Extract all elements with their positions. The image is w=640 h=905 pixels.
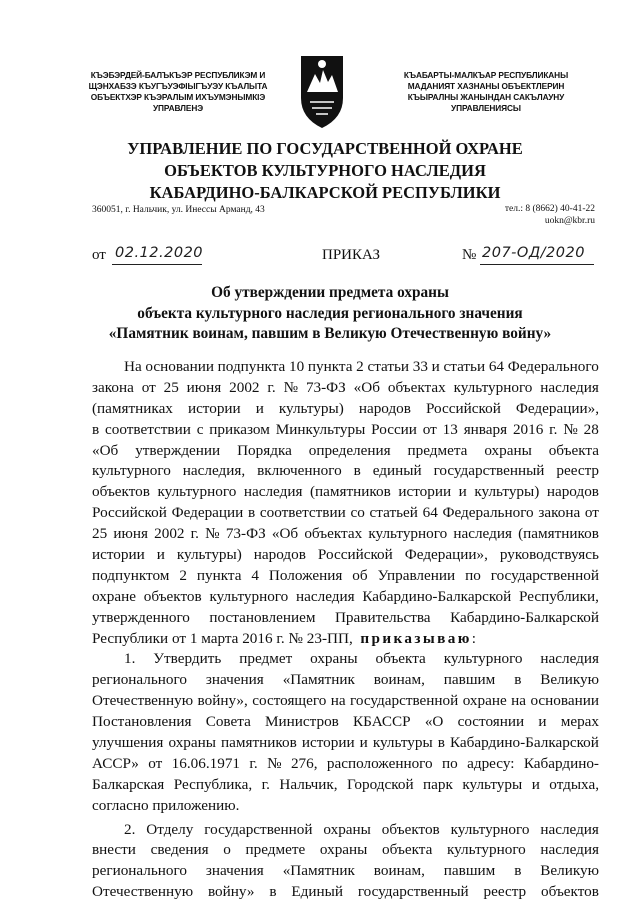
word: государственный (357, 883, 469, 901)
word: народов (546, 483, 599, 501)
word: предмет (239, 650, 293, 668)
word: объектов (92, 483, 150, 501)
word: «Об (271, 525, 299, 543)
word: 64 (488, 358, 504, 375)
word: пункта (307, 358, 353, 375)
word: наследия (243, 483, 303, 501)
word: охраны (319, 841, 368, 859)
word: объектах (304, 525, 363, 543)
word: 2016 (512, 420, 544, 438)
word: отдыха, (549, 775, 599, 793)
word: № (563, 420, 578, 438)
word: статьи (367, 358, 410, 375)
word: Кабардино-Балкарской (362, 587, 512, 605)
word: статьей (369, 504, 418, 522)
text-line (92, 882, 599, 903)
organization-title-line: УПРАВЛЕНИЕ ПО ГОСУДАРСТВЕННОЙ ОХРАНЕ (127, 139, 523, 158)
word: об (352, 566, 368, 584)
word: расположенного (326, 754, 433, 772)
header-left-line: ОБЪЕКТХЭР КЪЭРАЛЫМ ИХЪУМЭНЫМКІЭ (90, 92, 266, 102)
word: Совета (205, 713, 251, 731)
header-right-line: КЪЫРАЛНЫ ЖАНЫНДАН САКЪЛАУНУ (407, 92, 565, 102)
word: Отделу (146, 820, 194, 838)
word: парк (423, 775, 453, 793)
word: истории (398, 483, 452, 501)
word: 73-ФЗ (305, 378, 346, 396)
word: охраны (323, 820, 371, 838)
word: регионального (92, 671, 187, 689)
word: г. (249, 754, 258, 772)
word: Кабардино- (523, 754, 599, 772)
text-line (92, 629, 599, 650)
word: Положения (268, 566, 343, 584)
word: народов (253, 546, 306, 564)
word: истории (92, 546, 145, 564)
word: наследия (540, 378, 599, 396)
word: в (92, 420, 100, 438)
word: закона (538, 504, 581, 522)
word: войну» (207, 883, 255, 901)
word: по (465, 566, 481, 584)
order-date-label: от (92, 247, 106, 263)
word: культурного (368, 525, 448, 543)
word: государственной (350, 692, 459, 710)
word: наследия (540, 650, 599, 668)
word: наследия (296, 587, 355, 605)
order-subject-line: Об утверждении предмета охраны (211, 284, 449, 301)
word: наследия (453, 525, 512, 543)
word: 276, (290, 754, 318, 772)
word: павшим (443, 862, 496, 880)
word: 2. (124, 820, 136, 838)
word: от (141, 378, 156, 396)
word: наследия (540, 841, 599, 859)
word: воинам, (373, 862, 425, 880)
word: 28 (583, 420, 599, 438)
header-right-line: МАДАНИЯТ ХАЗНАНЫ ОБЪЕКТЛЕРИН (407, 81, 565, 91)
word: адресу: (467, 754, 515, 772)
word: охраны (168, 734, 216, 752)
word: На (124, 358, 142, 375)
word: Минкультуры (275, 420, 366, 438)
word: 64 (422, 504, 438, 522)
word: культуры) (474, 483, 540, 501)
word: Правительства (334, 608, 431, 626)
word: Республика, (173, 775, 253, 793)
header-left-kabardian (78, 70, 278, 114)
text-line (92, 482, 599, 503)
word: 10 (288, 358, 305, 375)
word: в (269, 883, 277, 901)
order-date-underline (112, 264, 202, 265)
word: № (283, 378, 299, 396)
word: определения (308, 441, 391, 459)
text-line (92, 420, 599, 441)
text-line (92, 357, 599, 378)
word: памятников (221, 734, 297, 752)
word: (памятниках (92, 399, 173, 417)
word: 1. (124, 650, 136, 668)
preamble-paragraph (92, 357, 599, 629)
text-line (92, 691, 599, 712)
word: Федерации (171, 504, 244, 522)
word: культурного (450, 820, 530, 838)
word: Городской (346, 775, 414, 793)
word: 2 (356, 358, 364, 375)
word: приказом (209, 420, 270, 438)
word: Отечественную (92, 883, 194, 901)
word: состоянии (457, 713, 525, 731)
text-line (92, 461, 599, 482)
word: предмета (407, 441, 468, 459)
header-left-line: КЪЭБЭРДЕЙ-БАЛЪКЪЭР РЕСПУБЛИКЭМ И (90, 70, 266, 80)
word: культурного (157, 483, 237, 501)
text-line (92, 861, 599, 882)
word: охране (92, 587, 137, 605)
word: истории (187, 399, 241, 417)
word: (памятников (518, 525, 599, 543)
word: Федерального (442, 504, 534, 522)
word: Федерации», (515, 399, 599, 417)
word: 2 (179, 566, 187, 584)
word: соответствии (105, 420, 191, 438)
word: и (156, 546, 165, 564)
word: значения (205, 671, 264, 689)
text-line (92, 733, 599, 754)
word: от (422, 420, 437, 438)
text-line (92, 754, 599, 775)
word: и (538, 713, 547, 731)
word: 2002 (154, 525, 185, 543)
word: основании (530, 692, 599, 710)
word: культуры) (278, 399, 344, 417)
text-line (92, 670, 599, 691)
organization-phone: тел.: 8 (8662) 40-41-22 (504, 204, 595, 214)
word: на (511, 692, 527, 710)
item-1-paragraph (92, 649, 599, 795)
decree-colon: : (471, 629, 477, 647)
word: руководствуясь (499, 546, 599, 564)
word: культуры (462, 775, 523, 793)
word: народов (358, 399, 411, 417)
header-right-line: УПРАВЛЕНИЯСЫ (451, 103, 521, 113)
word: культурного (453, 378, 533, 396)
order-number-underline (480, 264, 594, 265)
header-right-line: КЪАБАРТЫ-МАЛКЪАР РЕСПУБЛИКАНЫ (403, 70, 569, 80)
word: 25 (92, 525, 108, 543)
word: Кабардино-Балкарской (450, 734, 599, 752)
text-line (92, 587, 599, 608)
order-number-label: № (462, 247, 477, 263)
text-line (92, 524, 599, 545)
word: и (431, 358, 440, 375)
word: включенного (257, 462, 342, 480)
word: Министров (265, 713, 339, 731)
word: АССР» (92, 754, 139, 772)
word: объектах (387, 378, 446, 396)
order-number-handwritten: 207-ОД/2020 (482, 245, 585, 261)
word: предмете (245, 841, 306, 859)
word: реестр (556, 462, 599, 480)
word: культуры) (176, 546, 242, 564)
word: утвержденного (92, 608, 190, 626)
word: значения (205, 862, 264, 880)
text-line (92, 712, 599, 733)
header-right-balkar (386, 70, 586, 114)
word: Утвердить (153, 650, 222, 668)
word: и (359, 734, 368, 752)
word: от (584, 504, 599, 522)
preamble-last-line: Республики от 1 марта 2016 г. № 23-ПП, (92, 629, 353, 647)
word: г. (190, 525, 199, 543)
text-line (92, 775, 599, 796)
word: 4 (251, 566, 259, 584)
word: г. (261, 775, 270, 793)
word: постановлением (209, 608, 316, 626)
word: объектов (541, 883, 599, 901)
word: в (248, 504, 256, 522)
word: «Памятник (282, 862, 355, 880)
word: культурного (209, 587, 289, 605)
word: наследия (540, 820, 599, 838)
word: от (148, 754, 163, 772)
word: 33 (412, 358, 428, 375)
word: в (514, 862, 522, 880)
word: № (205, 525, 220, 543)
text-line (92, 840, 599, 861)
decree-word: приказываю (360, 629, 472, 647)
text-line (92, 649, 599, 670)
word: 2002 (229, 378, 260, 396)
word: павшим (443, 671, 496, 689)
word: культурного (446, 841, 526, 859)
text-line (92, 441, 599, 462)
word: Российской (425, 399, 501, 417)
word: закона (92, 378, 134, 396)
word: «Об (92, 441, 119, 459)
word: статьи (443, 358, 486, 375)
word: Великую (540, 671, 599, 689)
word: Федерального (507, 358, 599, 375)
word: охраны (484, 441, 532, 459)
order-subject (80, 283, 580, 345)
word: улучшения (92, 734, 164, 752)
order-title: ПРИКАЗ (322, 247, 380, 263)
word: войну», (197, 692, 248, 710)
word: реестр (483, 883, 527, 901)
word: объекта (548, 441, 599, 459)
word: в (514, 671, 522, 689)
word: и (255, 399, 264, 417)
word: состоящего (252, 692, 327, 710)
word: г. (267, 378, 276, 396)
order-subject-line: «Памятник воинам, павшим в Великую Отечественную войну» (108, 325, 552, 342)
text-line (92, 399, 599, 420)
word: мерах (560, 713, 599, 731)
word: в (353, 462, 361, 480)
word: Российской (317, 546, 393, 564)
organization-contacts (505, 203, 595, 227)
word: со (350, 504, 365, 522)
word: Кабардино-Балкарской (450, 608, 599, 626)
word: основании (145, 358, 214, 375)
word: воинам, (373, 671, 425, 689)
word: внести (92, 841, 136, 859)
order-subject-line: объекта культурного наследия регионального значения (137, 304, 523, 322)
header-left-line: ЩЭНХАБЗЭ КЪУГЪУЭФІЫГЪУЭУ КЪАЛЫТА (88, 81, 268, 91)
word: «Памятник (282, 671, 355, 689)
word: Нальчик, (279, 775, 338, 793)
word: пункта (196, 566, 242, 584)
word: (памятников (310, 483, 391, 501)
word: г. (549, 420, 558, 438)
word: Отечественную (92, 692, 194, 710)
word: КБАССР (353, 713, 411, 731)
word: Управлении (377, 566, 456, 584)
word: 73-ФЗ (225, 525, 266, 543)
word: объектов (381, 820, 440, 838)
word: с (196, 420, 204, 438)
word: Республики, (518, 587, 599, 605)
word: государственной (204, 820, 313, 838)
word: Постановления (92, 713, 192, 731)
word: подпунктом (92, 566, 170, 584)
word: Единый (291, 883, 343, 901)
word: соответствии (259, 504, 346, 522)
text-line (92, 378, 599, 399)
organization-title-line: КАБАРДИНО-БАЛКАРСКОЙ РЕСПУБЛИКИ (149, 183, 501, 202)
word: «Об (353, 378, 380, 396)
word: сведения (150, 841, 209, 859)
word: охране (462, 692, 507, 710)
text-line (92, 566, 599, 587)
item-2-paragraph (92, 820, 599, 904)
word: Порядка (237, 441, 292, 459)
word: России (371, 420, 417, 438)
word: регионального (92, 862, 187, 880)
word: № (267, 754, 282, 772)
word: объекта (382, 841, 433, 859)
organization-address: 360051, г. Нальчик, ул. Инессы Арманд, 43 (92, 205, 265, 215)
word: объекта (375, 650, 426, 668)
word: государственной (490, 566, 599, 584)
order-date-handwritten: 02.12.2020 (115, 245, 204, 261)
header-left-line: УПРАВЛЕНЭ (152, 103, 204, 113)
word: культурного (443, 650, 523, 668)
word: 25 (163, 378, 179, 396)
word: утверждении (135, 441, 221, 459)
text-line (92, 820, 599, 841)
organization-title-line: ОБЪЕКТОВ КУЛЬТУРНОГО НАСЛЕДИЯ (164, 161, 486, 180)
word: Федерации», (404, 546, 488, 564)
word: и (531, 775, 540, 793)
text-line (92, 545, 599, 566)
word: июня (186, 378, 222, 396)
word: «О (424, 713, 444, 731)
word: культуры (372, 734, 433, 752)
word: культурного (92, 462, 171, 480)
text-line (92, 796, 599, 817)
text-line (92, 608, 599, 629)
text-line (92, 503, 599, 524)
organization-email: uokn@kbr.ru (544, 216, 595, 226)
word: января (463, 420, 508, 438)
word: и (458, 483, 467, 501)
organization-title (60, 138, 590, 204)
word: единый (372, 462, 422, 480)
word: по (442, 754, 458, 772)
word: Российской (92, 504, 167, 522)
word: в (437, 734, 445, 752)
word: о (223, 841, 231, 859)
word: подпункта (217, 358, 286, 375)
word: наследия, (182, 462, 246, 480)
word: Балкарская (92, 775, 165, 793)
word: истории (301, 734, 355, 752)
item-1-last-line: согласно приложению. (92, 796, 240, 814)
word: охраны (310, 650, 358, 668)
coat-of-arms-icon (297, 52, 347, 130)
word: Великую (540, 862, 599, 880)
order-body (92, 357, 599, 903)
word: июня (113, 525, 148, 543)
word: 13 (442, 420, 458, 438)
word: объектов (143, 587, 202, 605)
word: 16.06.1971 (171, 754, 241, 772)
word: на (330, 692, 346, 710)
word: государственный (433, 462, 545, 480)
